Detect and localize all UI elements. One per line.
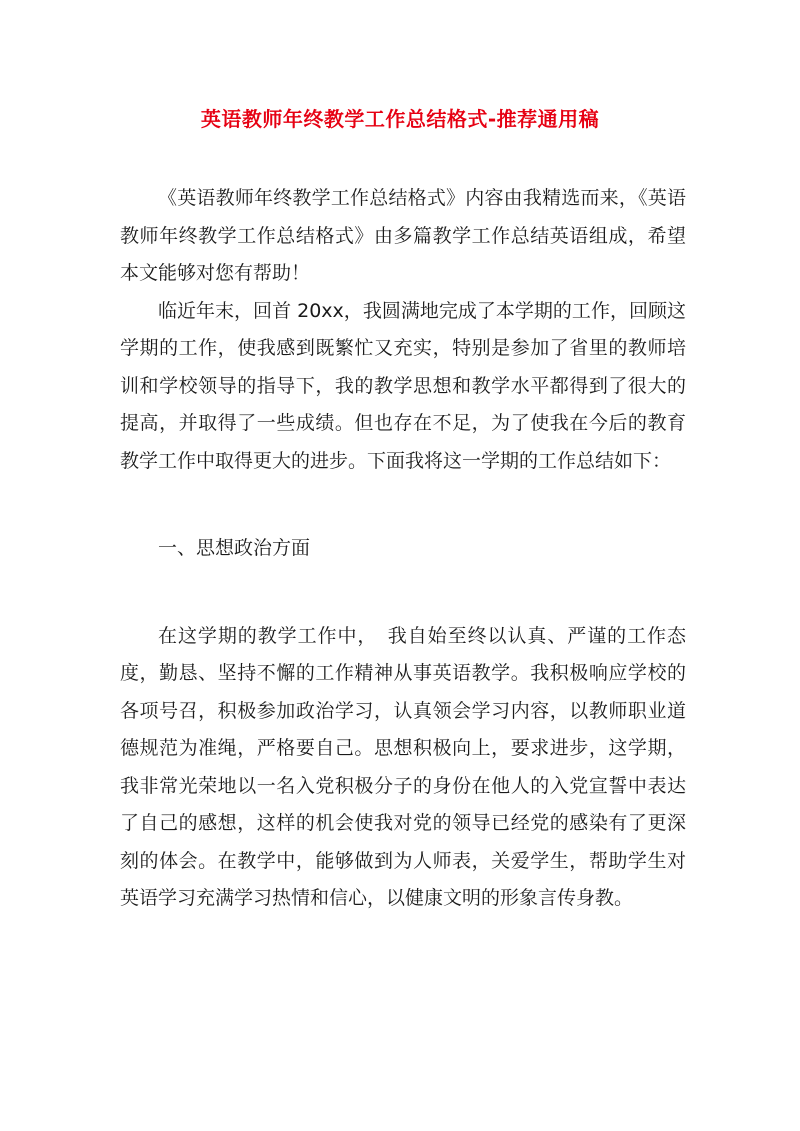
politics-paragraph: 在这学期的教学工作中， 我自始至终以认真、严谨的工作态度，勤恳、坚持不懈的工作精神从事英语教学。我积极响应学校的各项号召，积极参加政治学习，认真领会学习内容，以教师职业道德规范为准绳，严格要自己。思想积极向上，要求进步，这学期，我非常光荣地以一名入党积极分子的身份在他人的入党宣誓中表达了自己的感想，这样的机会使我对党的领导已经党的感染有了更深刻的体会。在教学中，能够做到为人师表，关爱学生，帮助学生对英语学习充满学习热情和信心，以健康文明的形象言传身教。 — [120, 624, 686, 909]
spacer — [120, 480, 686, 530]
spacer — [120, 568, 686, 618]
intro-paragraph: 《英语教师年终教学工作总结格式》内容由我精选而来，《英语教师年终教学工作总结格式》由多篇教学工作总结英语组成，希望本文能够对您有帮助！ — [120, 187, 686, 284]
document-title: 英语教师年终教学工作总结格式-推荐通用稿 — [200, 107, 600, 131]
summary-paragraph: 临近年末，回首 20xx，我圆满地完成了本学期的工作，回顾这学期的工作，使我感到既繁忙又充实，特别是参加了省里的教师培训和学校领导的指导下，我的教学思想和教学水平都得到了很大的提高，并取得了一些成绩。但也存在不足，为了使我在今后的教育教学工作中取得更大的进步。下面我将这一学期的工作总结如下： — [120, 299, 686, 472]
document-body — [120, 180, 686, 918]
section-heading: 一、思想政治方面 — [158, 537, 311, 559]
